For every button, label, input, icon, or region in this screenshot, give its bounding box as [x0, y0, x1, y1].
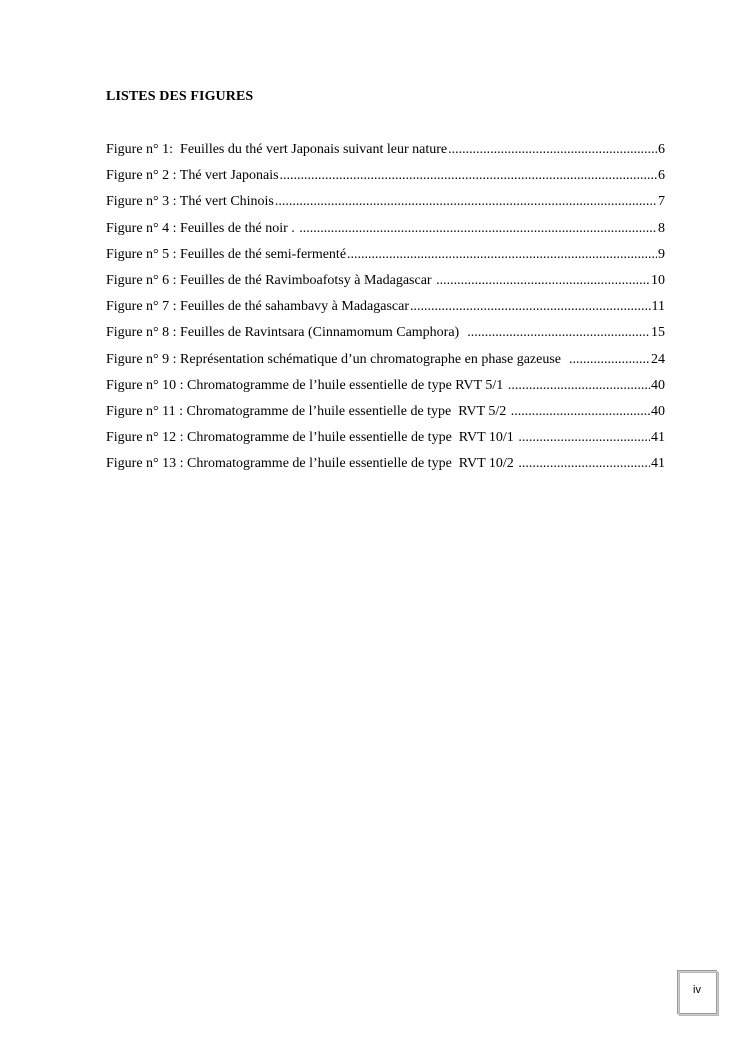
dot-leader	[508, 377, 650, 395]
figure-entry-label: Figure n° 11 : Chromatogramme de l’huile essentielle de type RVT 5/2	[106, 403, 510, 419]
figure-entry-page: 41	[651, 456, 665, 472]
figure-entry[interactable]	[106, 377, 665, 403]
figure-entry-page: 15	[651, 325, 665, 341]
dot-leader	[347, 246, 657, 264]
figure-entry-label: Figure n° 6 : Feuilles de thé Ravimboafotsy à Madagascar	[106, 272, 436, 288]
dot-leader	[448, 141, 657, 159]
figure-list	[106, 141, 665, 481]
figure-entry[interactable]	[106, 167, 665, 193]
dot-leader	[518, 429, 650, 447]
figure-entry-label: Figure n° 12 : Chromatogramme de l’huile essentielle de type RVT 10/1	[106, 430, 518, 446]
dot-leader	[518, 455, 650, 473]
figure-entry-page: 7	[658, 194, 665, 210]
figure-entry-page: 40	[651, 403, 665, 419]
figure-entry-page: 6	[658, 168, 665, 184]
figure-entry[interactable]	[106, 403, 665, 429]
figure-entry[interactable]	[106, 246, 665, 272]
figure-entry-label: Figure n° 10 : Chromatogramme de l’huile essentielle de type RVT 5/1	[106, 377, 507, 393]
figure-entry-label: Figure n° 3 : Thé vert Chinois	[106, 194, 274, 210]
figure-entry-page: 11	[651, 299, 665, 315]
figure-entry[interactable]	[106, 429, 665, 455]
figure-entry-page: 24	[651, 351, 665, 367]
dot-leader	[436, 272, 650, 290]
figure-entry-page: 40	[651, 377, 665, 393]
figure-entry-label: Figure n° 7 : Feuilles de thé sahambavy à Madagascar	[106, 299, 410, 315]
figure-entry-label: Figure n° 8 : Feuilles de Ravintsara (Cinnamomum Camphora)	[106, 325, 467, 341]
figure-entry-label: Figure n° 2 : Thé vert Japonais	[106, 168, 279, 184]
figure-entry[interactable]	[106, 351, 665, 377]
figure-entry-label: Figure n° 4 : Feuilles de thé noir .	[106, 220, 299, 236]
figure-entry-label: Figure n° 5 : Feuilles de thé semi-fermenté	[106, 246, 347, 262]
dot-leader	[275, 193, 657, 211]
page-number: iv	[693, 984, 701, 996]
figure-entry-label: Figure n° 9 : Représentation schématique d’un chromatographe en phase gazeuse	[106, 351, 568, 367]
dot-leader	[410, 298, 651, 316]
dot-leader	[299, 220, 657, 238]
figure-entry[interactable]	[106, 324, 665, 350]
figure-entry-page: 10	[651, 272, 665, 288]
page-number-box	[677, 970, 717, 1014]
figure-entry[interactable]	[106, 193, 665, 219]
figure-entry[interactable]	[106, 455, 665, 481]
figure-entry-label: Figure n° 13 : Chromatogramme de l’huile essentielle de type RVT 10/2	[106, 456, 518, 472]
figure-entry[interactable]	[106, 298, 665, 324]
dot-leader	[280, 167, 657, 185]
figure-entry[interactable]	[106, 272, 665, 298]
dot-leader	[467, 324, 650, 342]
figure-entry-page: 41	[651, 430, 665, 446]
dot-leader	[511, 403, 650, 421]
figure-entry-page: 6	[658, 142, 665, 157]
figure-entry[interactable]	[106, 141, 665, 167]
figure-entry[interactable]	[106, 220, 665, 246]
dot-leader	[569, 351, 650, 369]
figure-entry-page: 8	[658, 220, 665, 236]
figure-entry-page: 9	[658, 246, 665, 262]
figure-entry-label: Figure n° 1: Feuilles du thé vert Japonais suivant leur nature	[106, 142, 448, 157]
list-of-figures-heading: LISTES DES FIGURES	[106, 89, 254, 104]
